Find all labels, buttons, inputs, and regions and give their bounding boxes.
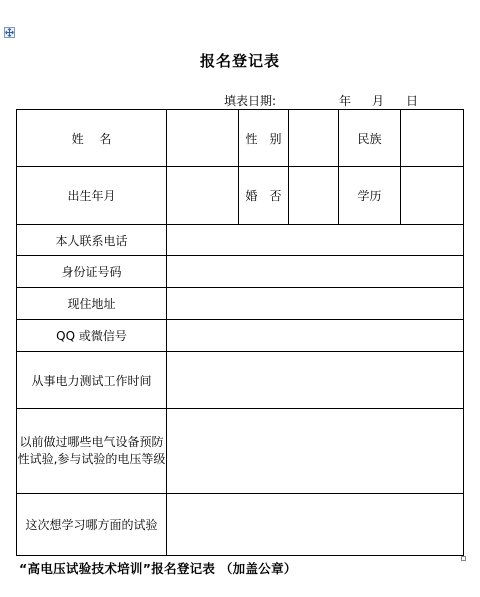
prior-tests-label: 以前做过哪些电气设备预防性试验,参与试验的电压等级 (17, 409, 167, 494)
marital-label: 婚 否 (239, 167, 289, 225)
education-input-cell[interactable] (401, 167, 464, 225)
ethnicity-input-cell[interactable] (401, 110, 464, 167)
phone-label: 本人联系电话 (17, 225, 167, 256)
qq-wechat-label: QQ 或微信号 (17, 320, 167, 352)
birth-input-cell[interactable] (167, 167, 239, 225)
table-resize-handle[interactable] (461, 556, 466, 561)
gender-input-cell[interactable] (289, 110, 339, 167)
footer-caption: “高电压试验技术培训”报名登记表 （加盖公章） (19, 561, 297, 576)
form-title: 报名登记表 (199, 52, 280, 70)
work-time-label: 从事电力测试工作时间 (17, 352, 167, 409)
table-move-handle[interactable] (4, 27, 15, 38)
prior-tests-input-cell[interactable] (167, 409, 464, 494)
date-month-label: 月 (372, 94, 385, 108)
name-label: 姓 名 (17, 110, 167, 167)
learn-interest-input-cell[interactable] (167, 494, 464, 556)
id-number-label: 身份证号码 (17, 256, 167, 288)
date-year-label: 年 (339, 94, 352, 108)
date-day-label: 日 (406, 94, 419, 108)
name-input-cell[interactable] (167, 110, 239, 167)
address-input-cell[interactable] (167, 288, 464, 320)
gender-label: 性 别 (239, 110, 289, 167)
address-label: 现住地址 (17, 288, 167, 320)
move-arrows-icon (5, 28, 14, 37)
id-number-input-cell[interactable] (167, 256, 464, 288)
ethnicity-label: 民族 (339, 110, 401, 167)
phone-input-cell[interactable] (167, 225, 464, 256)
work-time-input-cell[interactable] (167, 352, 464, 409)
education-label: 学历 (339, 167, 401, 225)
fill-date-label: 填表日期: (224, 94, 277, 108)
qq-wechat-input-cell[interactable] (167, 320, 464, 352)
marital-input-cell[interactable] (289, 167, 339, 225)
registration-table (16, 109, 464, 556)
birth-label: 出生年月 (17, 167, 167, 225)
learn-interest-label: 这次想学习哪方面的试验 (17, 494, 167, 556)
